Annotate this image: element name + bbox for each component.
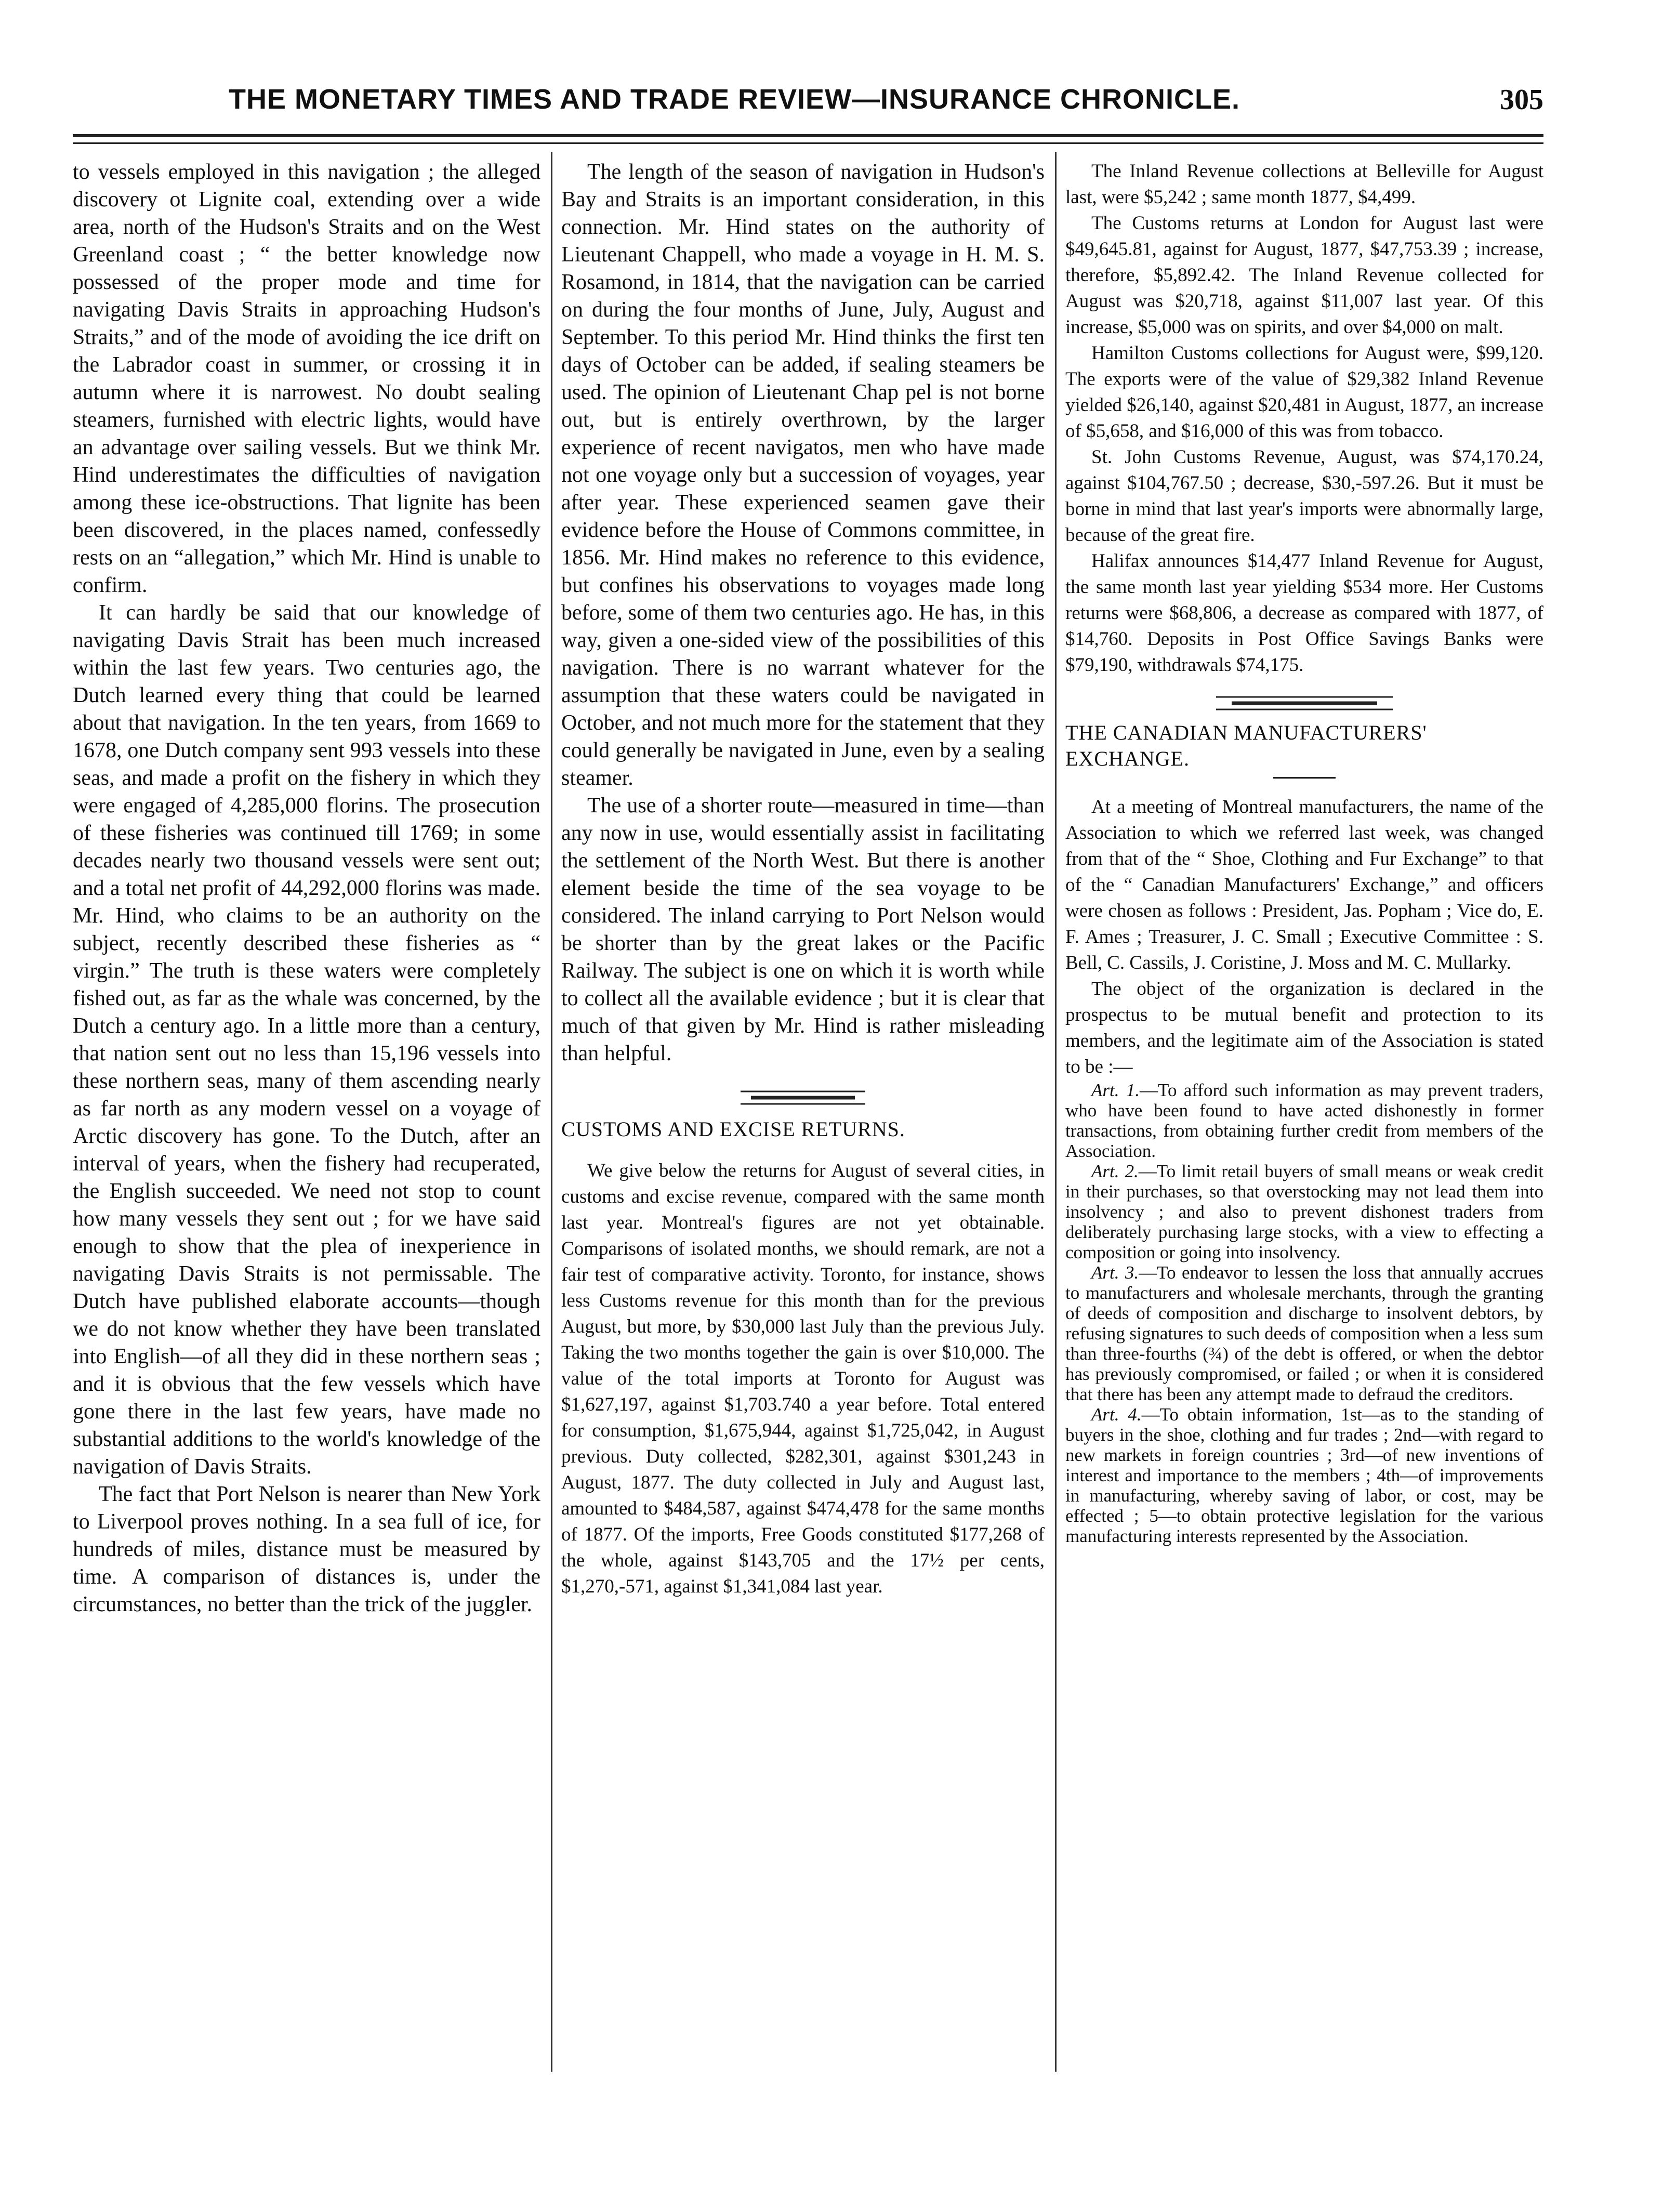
col1-paragraph-3: The fact that Port Nelson is nearer than New York to Liverpool proves nothing. In a sea full of ice, for hundreds of miles, distance must be measured by time. A comparison of distances is, under the circumstances, no better than the trick of the juggler. bbox=[73, 1482, 540, 1616]
col3-paragraph-3: Hamilton Customs collections for August were, $99,120. The exports were of the value of $29,382 Inland Revenue yielded $26,140, against $20,481 in August, 1877, an increase of $5,658, and $16,000 of this was from tobacco. bbox=[1065, 343, 1543, 442]
col3-paragraph-6: At a meeting of Montreal manufacturers, the name of the Association to which we referred last week, was changed from that of the “ Shoe, Clothing and Fur Exchange” to that of the “ Canadian Manufacturers' Exchange,” and officers were chosen as follows : President, Jas. Popham ; Vice do, E. F. Ames ; Treasurer, J. C. Small ; Executive Committee : S. Bell, C. Cassils, J. Coristine, J. Moss and M. C. Mullarky. bbox=[1065, 796, 1543, 973]
col3-paragraph-1: The Inland Revenue collections at Belleville for August last, were $5,242 ; same month 1877, $4,499. bbox=[1065, 161, 1543, 208]
header-rule-thick bbox=[73, 134, 1543, 137]
article-3 bbox=[1065, 1262, 1543, 1404]
page-number: 305 bbox=[1500, 84, 1543, 116]
masthead-title: THE MONETARY TIMES AND TRADE REVIEW—INSURANCE CHRONICLE. bbox=[229, 84, 1240, 115]
page-header bbox=[73, 83, 1543, 125]
col3-paragraph-2: The Customs returns at London for August last were $49,645.81, against for August, 1877, $47,753.39 ; increase, therefore, $5,892.42. The Inland Revenue collected for August was $20,718, against $11,007 last year. Of this increase, $5,000 was on spirits, and over $4,000 on malt. bbox=[1065, 213, 1543, 338]
section-ornament-rule bbox=[741, 1088, 865, 1107]
section-ornament-rule-2 bbox=[1216, 694, 1393, 713]
heading-underline bbox=[1273, 777, 1336, 779]
article-2-label: Art. 2. bbox=[1091, 1161, 1139, 1181]
column-divider-1 bbox=[551, 152, 552, 2072]
article-4-label: Art. 4. bbox=[1091, 1404, 1142, 1425]
article-4 bbox=[1065, 1404, 1543, 1546]
col2-paragraph-2: The use of a shorter route—measured in time—than any now in use, would essentially assist in facilitating the settlement of the North West. But there is another element beside the time of the sea voyage to be considered. The inland carrying to Port Nelson would be shorter than by the great lakes or the Pacific Railway. The subject is one on which it is worth while to collect all the available evidence ; but it is clear that much of that given by Mr. Hind is rather misleading than helpful. bbox=[561, 794, 1045, 1065]
col1-paragraph-1: to vessels employed in this navigation ; the alleged discovery ot Lignite coal, extending over a wide area, north of the Hudson's Straits and on the West Greenland coast ; “ the better knowledge now possessed of the proper mode and time for navigating Davis Straits in approaching Hudson's Straits,” and of the mode of avoiding the ice drift on the Labrador coast in summer, or crossing it in autumn where it is narrowest. No doubt sealing steamers, furnished with electric lights, would have an advantage over sailing vessels. But we think Mr. Hind underestimates the difficulties of navigation among these ice-obstructions. That lignite has been been discovered, in the places named, confessedly rests on an “allegation,” which Mr. Hind is unable to confirm. bbox=[73, 160, 540, 597]
col3-paragraph-5: Halifax announces $14,477 Inland Revenue for August, the same month last year yielding $534 more. Her Customs returns were $68,806, a decrease as compared with 1877, of $14,760. Deposits in Post Office Savings Banks were $79,190, withdrawals $74,175. bbox=[1065, 550, 1543, 676]
article-2 bbox=[1065, 1161, 1543, 1262]
article-4-text: —To obtain information, 1st—as to the standing of buyers in the shoe, clothing and fur trades ; 2nd—with regard to new markets in foreign countries ; 3rd—of new inventions of interest and importance to the members ; 4th—of improvements in manufacturing, whereby saving of labor, or cost, may be effected ; 5—to obtain protective legislation for the various manufacturing interests represented by the Association. bbox=[1065, 1404, 1543, 1546]
article-3-text: —To endeavor to lessen the loss that annually accrues to manufacturers and wholesale merchants, through the granting of deeds of composition and discharge to insolvent debtors, by refusing signatures to such deeds of composition when a less sum than three-fourths (¾) of the debt is offered, or when the debtor has previously compromised, or failed ; or when it is considered that there has been any attempt made to defraud the creditors. bbox=[1065, 1262, 1543, 1404]
col3-paragraph-7: The object of the organization is declared in the prospectus to be mutual benefit and protection to its members, and the legitimate aim of the Association is stated to be :— bbox=[1065, 978, 1543, 1077]
article-2-text: —To limit retail buyers of small means or weak credit in their purchases, so that overstocking may not lead them into insolvency ; and also to prevent dishonest traders from deliberately purchasing large stocks, with a view to effecting a composition or going into insolvency. bbox=[1065, 1161, 1543, 1262]
manufacturers-exchange-heading-line2: EXCHANGE. bbox=[1065, 747, 1190, 770]
article-1 bbox=[1065, 1080, 1543, 1161]
header-rule-thin bbox=[73, 142, 1543, 144]
col2-paragraph-3: We give below the returns for August of several cities, in customs and excise revenue, compared with the same month last year. Montreal's figures are not yet obtainable. Comparisons of isolated months, we should remark, are not a fair test of comparative activity. Toronto, for instance, shows less Customs revenue for this month than for the previous August, but more, by $30,000 last July than the previous July. Taking the two months together the gain is over $10,000. The value of the total imports at Toronto for August was $1,627,197, against $1,703.740 a year before. Total entered for consumption, $1,675,944, against $1,725,042, in August previous. Duty collected, $282,301, against $301,243 in August, 1877. The duty collected in July and August last, amounted to $484,587, against $474,478 for the same months of 1877. Of the imports, Free Goods constituted $177,268 of the whole, against $143,705 and the 17½ per cents, $1,270,-571, against $1,341,084 last year. bbox=[561, 1160, 1045, 1597]
customs-returns-heading: CUSTOMS AND EXCISE RETURNS. bbox=[561, 1117, 905, 1141]
article-3-label: Art. 3. bbox=[1091, 1262, 1139, 1283]
column-3 bbox=[1065, 159, 1543, 1546]
col1-paragraph-2: It can hardly be said that our knowledge of navigating Davis Strait has been much increased within the last few years. Two centuries ago, the Dutch learned every thing that could be learned about that navigation. In the ten years, from 1669 to 1678, one Dutch company sent 993 vessels into these seas, and made a profit on the fishery in which they were engaged of 4,285,000 florins. The prosecution of these fisheries was continued till 1769; in some decades nearly two thousand vessels were sent out; and a total net profit of 44,292,000 florins was made. Mr. Hind, who claims to be an authority on the subject, recently described these fisheries as “ virgin.” The truth is these waters were completely fished out, as far as the whale was concerned, by the Dutch a century ago. In a little more than a century, that nation sent out no less than 15,196 vessels into these northern seas, many of them ascending nearly as far north as any modern vessel on a voyage of Arctic discovery has gone. To the Dutch, after an interval of years, when the fishery had recuperated, the English succeeded. We need not stop to count how many vessels they sent out ; for we have said enough to show that the plea of inexperience in navigating Davis Straits is not permissable. The Dutch have published elaborate accounts—though we do not know whether they have been translated into English—of all they did in these northern seas ; and it is obvious that the few vessels which have gone there in the last few years, have made no substantial additions to the world's knowledge of the navigation of Davis Straits. bbox=[73, 601, 540, 1479]
article-1-label: Art. 1. bbox=[1091, 1080, 1140, 1100]
column-1 bbox=[73, 159, 540, 1618]
column-2 bbox=[561, 159, 1045, 1600]
article-1-text: —To afford such information as may prevent traders, who have been found to have acted dishonestly in former transactions, from obtaining further credit from members of the Association. bbox=[1065, 1080, 1543, 1161]
manufacturers-exchange-heading-line1: THE CANADIAN MANUFACTURERS' bbox=[1065, 721, 1427, 744]
col2-paragraph-1: The length of the season of navigation in Hudson's Bay and Straits is an important consideration, in this connection. Mr. Hind states on the authority of Lieutenant Chappell, who made a voyage in H. M. S. Rosamond, in 1814, that the navigation can be carried on during the four months of June, July, August and September. To this period Mr. Hind thinks the first ten days of October can be added, if sealing steamers be used. The opinion of Lieutenant Chap pel is not borne out, but is entirely overthrown, by the larger experience of recent navigatos, men who have made not one voyage only but a succession of voyages, year after year. These experienced seamen gave their evidence before the House of Commons committee, in 1856. Mr. Hind makes no reference to this evidence, but confines his observations to voyages made long before, some of them two centuries ago. He has, in this way, given a one-sided view of the possibilities of this navigation. There is no warrant whatever for the assumption that these waters could be navigated in October, and not much more for the statement that they could generally be navigated in June, even by a sealing steamer. bbox=[561, 160, 1045, 790]
column-divider-2 bbox=[1055, 152, 1057, 2072]
col3-paragraph-4: St. John Customs Revenue, August, was $74,170.24, against $104,767.50 ; decrease, $30,-597.26. But it must be borne in mind that last year's imports were abnormally large, because of the great fire. bbox=[1065, 446, 1543, 546]
